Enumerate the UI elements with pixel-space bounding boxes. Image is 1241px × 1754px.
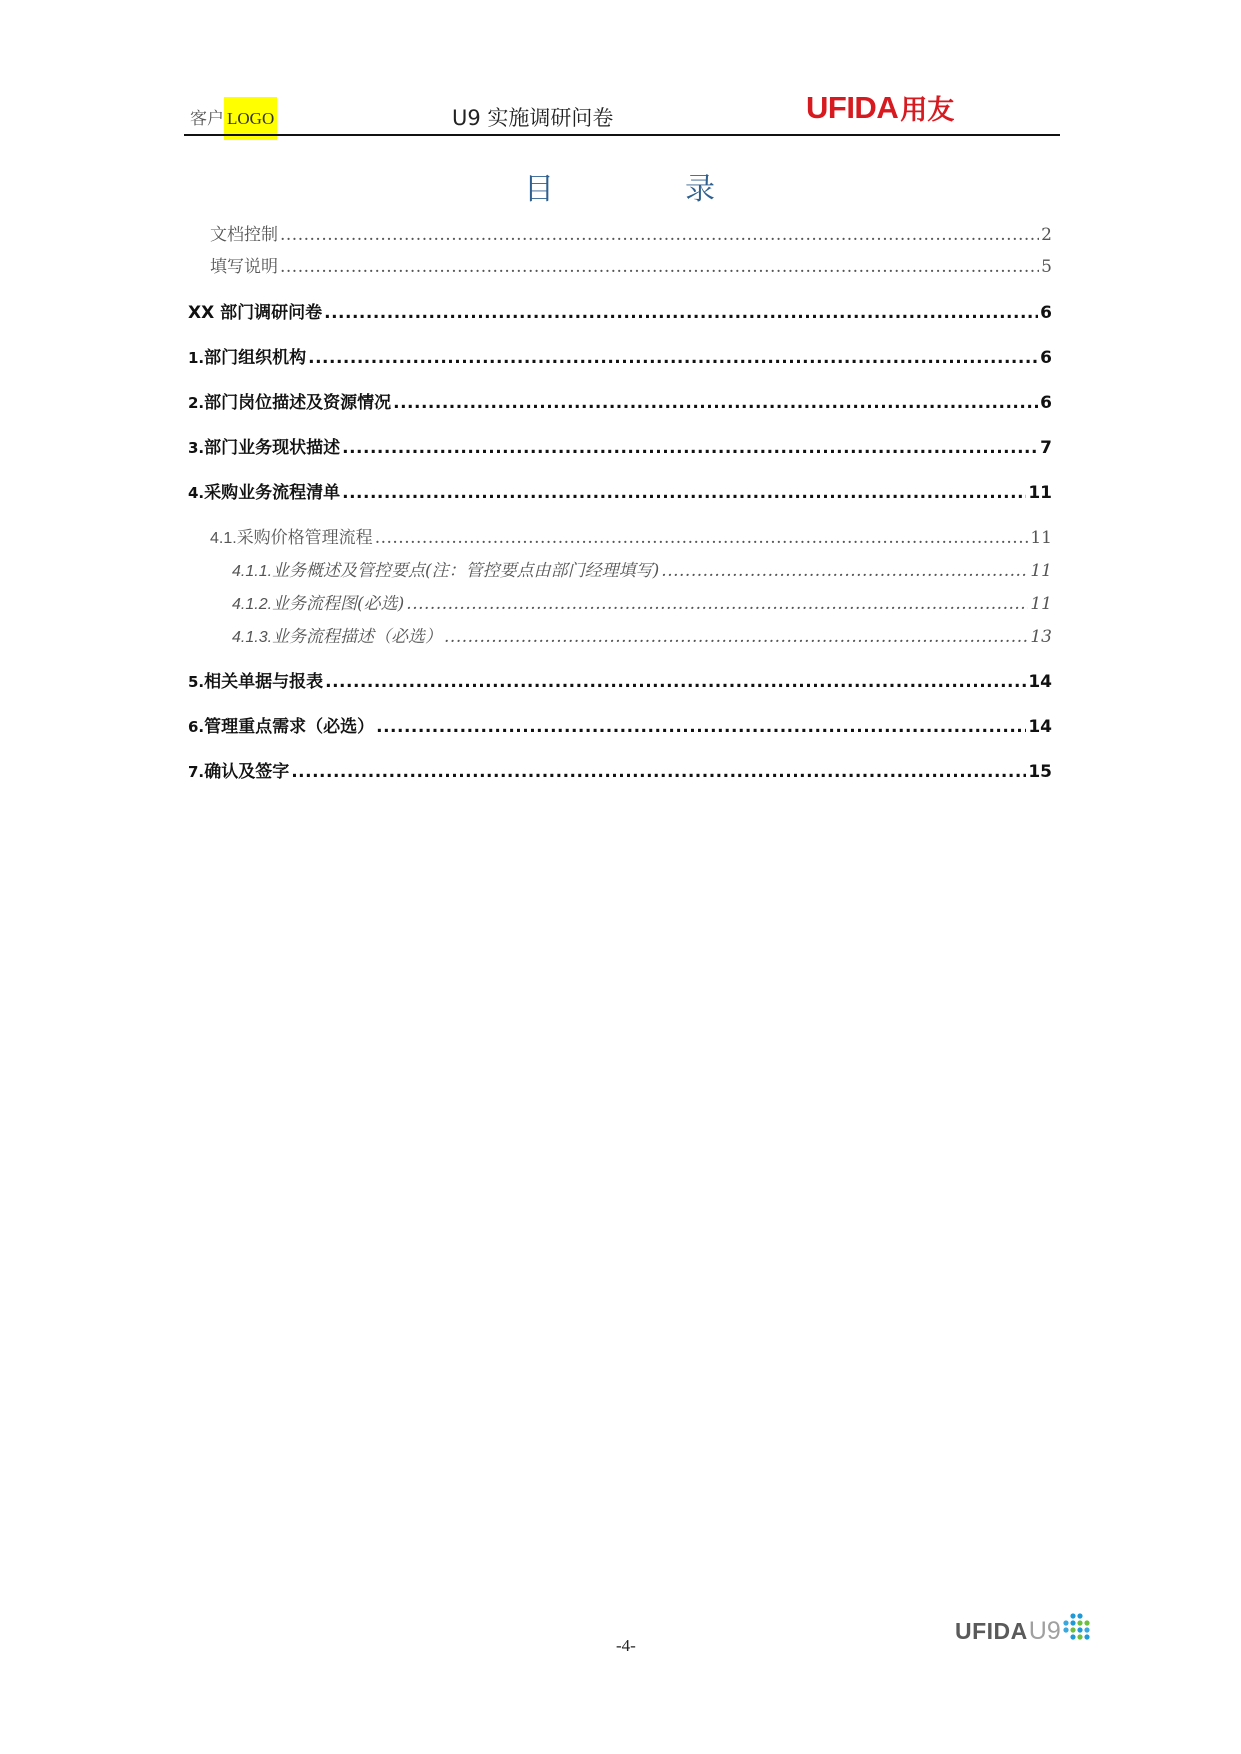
toc-entry-page: 11 (1030, 528, 1052, 548)
toc-leader-dots (280, 257, 1039, 277)
toc-entry-label: 业务流程图(必选) (272, 594, 405, 614)
header-rule (184, 134, 1060, 136)
toc-entry-page: 15 (1028, 762, 1052, 782)
toc-entry-number: 3. (188, 439, 205, 457)
toc-entry-label: 相关单据与报表 (204, 672, 324, 692)
toc-entry-label: 采购价格管理流程 (236, 528, 373, 548)
ufida-u9-logo (955, 1612, 1093, 1650)
toc-leader-dots (375, 528, 1029, 548)
toc-title-left: 目 (524, 172, 554, 207)
toc-entry-instructions[interactable] (210, 252, 1052, 277)
toc-entry-number: 2. (188, 394, 205, 412)
client-logo-placeholder (190, 104, 277, 129)
toc-entry-section-4-1-1[interactable] (232, 556, 1052, 581)
toc-entry-label: 管理重点需求（必选） (204, 717, 375, 737)
toc-entry-page: 14 (1028, 717, 1052, 737)
toc-entry-number: 7. (188, 763, 205, 781)
toc-entry-document-control[interactable] (210, 220, 1052, 245)
toc-entry-section-2[interactable] (188, 388, 1052, 413)
toc-entry-label: XX 部门调研问卷 (188, 303, 323, 323)
toc-entry-page: 2 (1041, 225, 1052, 245)
toc-entry-number: 5. (188, 673, 205, 691)
toc-entry-page: 14 (1028, 672, 1052, 692)
toc-entry-label: 采购业务流程清单 (204, 483, 341, 503)
toc-entry-section-4-1-2[interactable] (232, 589, 1052, 614)
ufida-logo (806, 88, 954, 127)
toc-entry-number: 4. (188, 484, 205, 502)
toc-leader-dots (291, 762, 1026, 782)
toc-entry-section-4[interactable] (188, 478, 1052, 503)
brand-cn: 用友 (900, 95, 955, 126)
toc-entry-dept-survey[interactable] (188, 298, 1052, 323)
toc-entry-number: 4.1.2. (232, 596, 273, 613)
logo-highlight: LOGO (224, 97, 277, 140)
toc-title-right: 录 (685, 172, 715, 207)
toc-entry-section-4-1[interactable] (210, 523, 1052, 548)
toc-entry-label: 填写说明 (210, 257, 278, 277)
u9-dots-icon (1061, 1612, 1093, 1650)
toc-entry-page: 11 (1030, 594, 1052, 614)
toc-entry-page: 13 (1030, 627, 1052, 647)
toc-leader-dots (342, 438, 1038, 458)
toc-entry-section-1[interactable] (188, 343, 1052, 368)
client-prefix: 客户 (190, 109, 224, 129)
toc-entry-page: 6 (1040, 348, 1052, 368)
toc-entry-label: 部门组织机构 (204, 348, 307, 368)
toc-entry-number: 4.1. (210, 530, 237, 547)
toc-entry-section-6[interactable] (188, 712, 1052, 737)
toc-leader-dots (342, 483, 1026, 503)
toc-leader-dots (376, 717, 1026, 737)
toc-entry-page: 7 (1040, 438, 1052, 458)
toc-entry-number: 4.1.1. (232, 563, 273, 580)
toc-entry-section-3[interactable] (188, 433, 1052, 458)
toc-entry-page: 6 (1040, 393, 1052, 413)
toc-entry-label: 业务流程描述（必选） (272, 627, 443, 647)
page-number: -4- (616, 1636, 636, 1655)
toc-leader-dots (325, 672, 1026, 692)
toc-leader-dots (444, 627, 1028, 647)
toc-entry-section-7[interactable] (188, 757, 1052, 782)
toc-entry-section-5[interactable] (188, 667, 1052, 692)
toc-leader-dots (308, 348, 1038, 368)
footer-brand-u9: U9 (1028, 1616, 1061, 1645)
toc-entry-number: 4.1.3. (232, 629, 273, 646)
toc-leader-dots (324, 303, 1038, 323)
toc-entry-label: 部门岗位描述及资源情况 (204, 393, 392, 413)
toc-entry-page: 11 (1030, 561, 1052, 581)
toc-leader-dots (393, 393, 1038, 413)
toc-entry-page: 6 (1040, 303, 1052, 323)
toc-entry-label: 部门业务现状描述 (204, 438, 341, 458)
toc-entry-number: 6. (188, 718, 205, 736)
toc-entry-section-4-1-3[interactable] (232, 622, 1052, 647)
toc-entry-page: 11 (1028, 483, 1052, 503)
toc-entry-number: 1. (188, 349, 205, 367)
document-title: U9 实施调研问卷 (452, 106, 614, 130)
toc-entry-label: 文档控制 (210, 225, 278, 245)
toc-entry-page: 5 (1041, 257, 1052, 277)
toc-leader-dots (661, 561, 1028, 581)
toc-entry-label: 确认及签字 (204, 762, 290, 782)
toc-leader-dots (280, 225, 1039, 245)
footer-brand-ufida: UFIDA (955, 1617, 1028, 1644)
toc-leader-dots (406, 594, 1028, 614)
brand-en: UFIDA (806, 89, 899, 125)
toc-entry-label: 业务概述及管控要点(注：管控要点由部门经理填写) (272, 561, 660, 581)
